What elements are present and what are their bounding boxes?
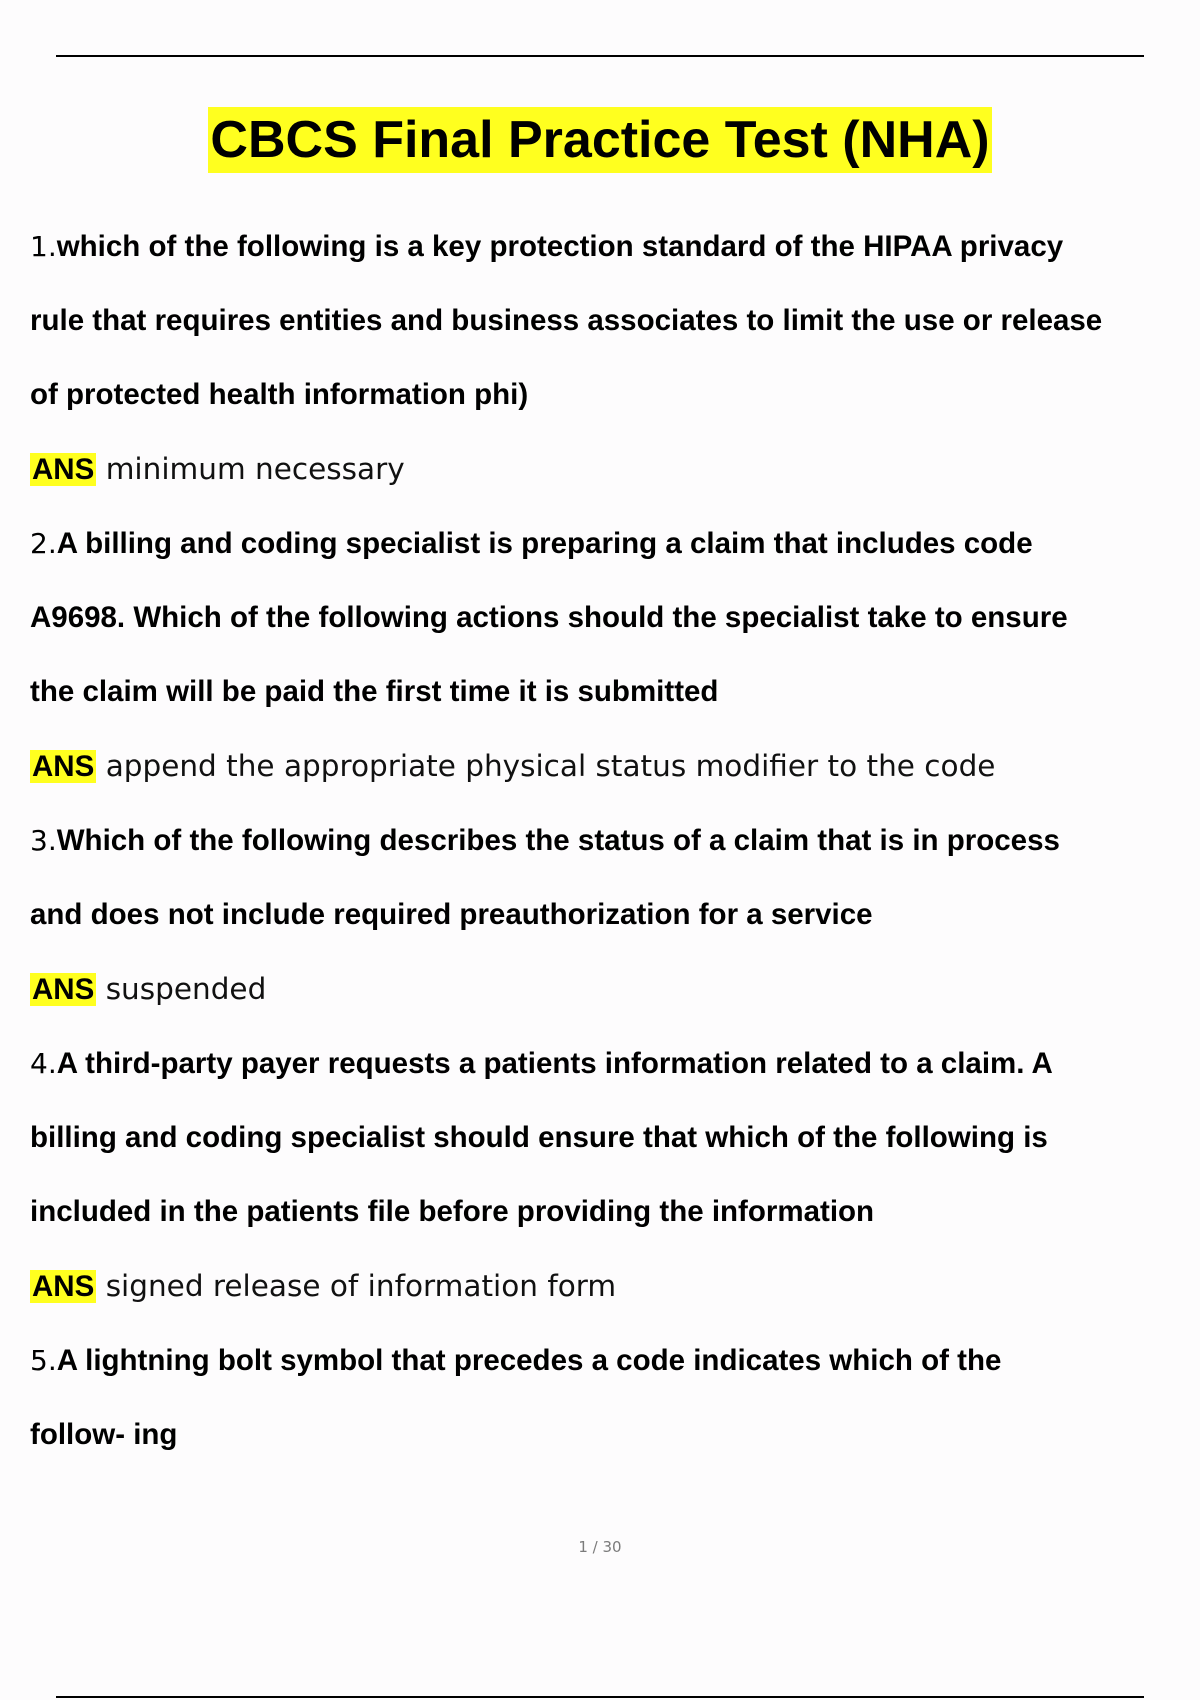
question-line (30, 804, 1190, 878)
question-line (30, 507, 1190, 581)
answer-tag: ANS (32, 1270, 95, 1303)
question-list (30, 210, 1190, 1472)
question-text: the claim will be paid the first time it is submitted (30, 675, 719, 708)
answer-text: signed release of information form (105, 1269, 617, 1303)
answer-line (30, 432, 1190, 507)
question-line (30, 284, 1190, 358)
question-line (30, 210, 1190, 284)
question-line (30, 1175, 1190, 1249)
question-number: 2. (30, 527, 57, 560)
answer-line (30, 952, 1190, 1027)
answer-tag: ANS (32, 750, 95, 783)
question-text: A third-party payer requests a patients information related to a claim. A (56, 1047, 1053, 1080)
question-text: which of the following is a key protection standard of the HIPAA privacy (56, 230, 1064, 263)
question-text: included in the patients file before providing the information (30, 1195, 875, 1228)
question-line (30, 581, 1190, 655)
question-text: Which of the following describes the status of a claim that is in process (56, 824, 1060, 857)
question-text: of protected health information phi) (30, 378, 529, 411)
top-rule (56, 55, 1144, 57)
bottom-rule (56, 1696, 1144, 1698)
question-number: 1. (30, 230, 57, 263)
question-text: A lightning bolt symbol that precedes a code indicates which of the (56, 1344, 1002, 1377)
question-line (30, 655, 1190, 729)
question-line (30, 358, 1190, 432)
question-text: and does not include required preauthorization for a service (30, 898, 873, 931)
question-text: follow- ing (30, 1418, 178, 1451)
answer-line (30, 729, 1190, 804)
answer-text: suspended (105, 972, 267, 1006)
question-4 (30, 1027, 1190, 1324)
question-5 (30, 1324, 1190, 1472)
question-line (30, 1101, 1190, 1175)
answer-line (30, 1249, 1190, 1324)
answer-text: minimum necessary (105, 452, 405, 486)
question-text: A billing and coding specialist is preparing a claim that includes code (56, 527, 1033, 560)
answer-tag: ANS (32, 453, 95, 486)
question-text: billing and coding specialist should ensure that which of the following is (30, 1121, 1048, 1154)
question-3 (30, 804, 1190, 1027)
question-number: 5. (30, 1344, 57, 1377)
answer-tag: ANS (32, 973, 95, 1006)
question-line (30, 1398, 1190, 1472)
question-line (30, 878, 1190, 952)
question-1 (30, 210, 1190, 507)
page-title: CBCS Final Practice Test (NHA) (208, 107, 991, 173)
question-number: 4. (30, 1047, 57, 1080)
question-2 (30, 507, 1190, 804)
question-line (30, 1027, 1190, 1101)
question-line (30, 1324, 1190, 1398)
title-container (0, 107, 1200, 173)
question-text: rule that requires entities and business associates to limit the use or release (30, 304, 1103, 337)
answer-text: append the appropriate physical status modifier to the code (105, 749, 996, 783)
question-number: 3. (30, 824, 57, 857)
question-text: A9698. Which of the following actions should the specialist take to ensure (30, 601, 1068, 634)
page-indicator: 1 / 30 (578, 1538, 622, 1556)
